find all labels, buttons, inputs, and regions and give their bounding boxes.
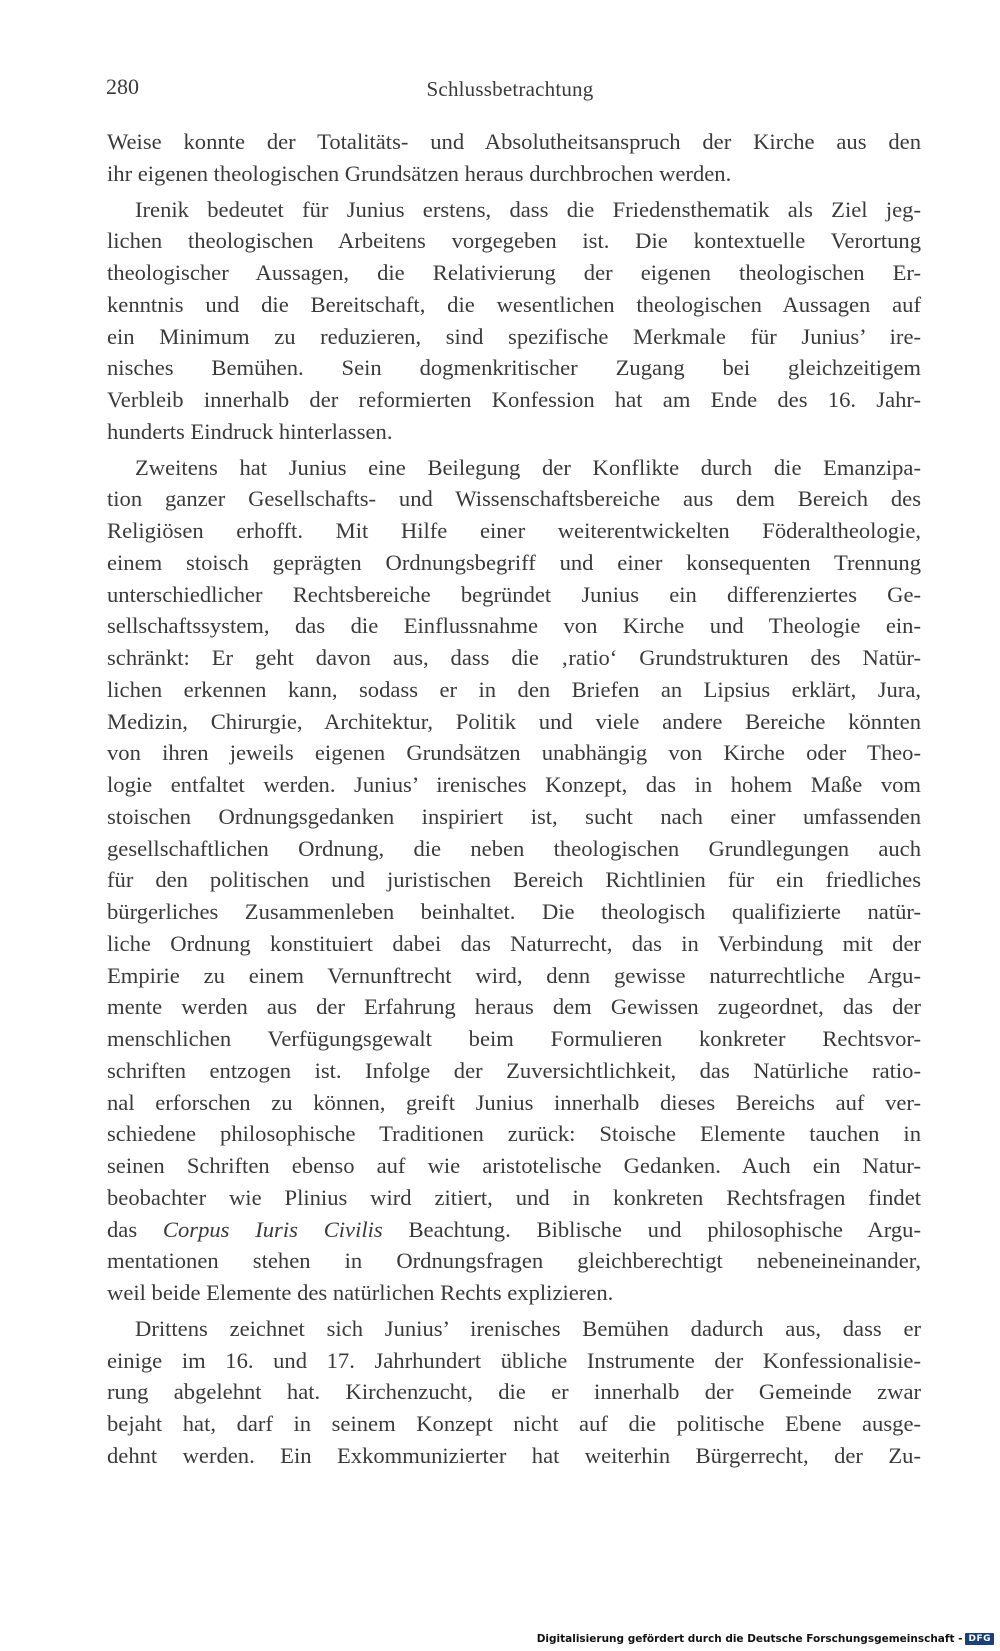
text-line: bejaht hat, darf in seinem Konzept nicht auf die politische Ebene ausge- xyxy=(107,1411,921,1436)
text-line: liche Ordnung konstituiert dabei das Naturrecht, das in Verbindung mit der xyxy=(107,930,921,956)
italic-title: Corpus Iuris Civilis xyxy=(162,1216,383,1242)
text-line: weil beide Elemente des natürlichen Rechts explizieren. xyxy=(107,1280,614,1305)
text-line: Irenik bedeutet für Junius erstens, dass die Friedensthematik als Ziel jeg- xyxy=(135,196,921,222)
text-line: Verbleib innerhalb der reformierten Konfession hat am Ende des 16. Jahr- xyxy=(107,387,921,412)
text-line: Religiösen erhofft. Mit Hilfe einer weiterentwickelten Föderaltheologie, xyxy=(107,518,921,543)
text-line: mentationen stehen in Ordnungsfragen gleichberechtigt nebeneineinander, xyxy=(107,1248,921,1274)
text-line: Drittens zeichnet sich Junius’ irenisches Bemühen dadurch aus, dass er xyxy=(135,1315,921,1341)
text-line: schriften entzogen ist. Infolge der Zuversichtlichkeit, das Natürliche ratio- xyxy=(107,1057,921,1083)
text-line: lichen theologischen Arbeitens vorgegeben ist. Die kontextuelle Verortung xyxy=(107,228,921,254)
text-line: gesellschaftlichen Ordnung, die neben theologischen Grundlegungen auch xyxy=(107,835,921,861)
text-line: schränkt: Er geht davon aus, dass die ‚ratio‘ Grundstrukturen des Natür- xyxy=(107,645,921,670)
digitization-credit xyxy=(537,1633,994,1645)
text-line: Empirie zu einem Vernunftrecht wird, denn gewisse naturrechtliche Argu- xyxy=(107,962,921,988)
text-line: nisches Bemühen. Sein dogmenkritischer Zugang bei gleichzeitigem xyxy=(107,355,921,381)
text-line: lichen erkennen kann, sodass er in den Briefen an Lipsius erklärt, Jura, xyxy=(107,676,921,702)
text-line: Zweitens hat Junius eine Beilegung der Konflikte durch die Emanzipa- xyxy=(135,454,921,480)
text-line: menschlichen Verfügungsgewalt beim Formulieren konkreter Rechtsvor- xyxy=(107,1026,921,1051)
dfg-logo-icon: DFG xyxy=(965,1633,994,1645)
text-line: schiedene philosophische Traditionen zurück: Stoische Elemente tauchen in xyxy=(107,1121,921,1147)
text-line: bürgerliches Zusammenleben beinhaltet. Die theologisch qualifizierte natür- xyxy=(107,899,921,924)
paragraph xyxy=(107,194,921,448)
text-line: nal erforschen zu können, greift Junius innerhalb dieses Bereichs auf ver- xyxy=(107,1089,921,1115)
text-line: dehnt werden. Ein Exkommunizierter hat weiterhin Bürgerrecht, der Zu- xyxy=(107,1442,921,1468)
text-line: beobachter wie Plinius wird zitiert, und in konkreten Rechtsfragen findet xyxy=(107,1184,921,1210)
text-segment: Beachtung. Biblische und philosophische Argu- xyxy=(382,1216,921,1242)
text-line: ein Minimum zu reduzieren, sind spezifische Merkmale für Junius’ ire- xyxy=(107,323,921,349)
text-line xyxy=(107,1214,921,1246)
credit-text: Digitalisierung gefördert durch die Deutsche Forschungsgemeinschaft - xyxy=(536,1633,963,1645)
text-line: einige im 16. und 17. Jahrhundert übliche Instrumente der Konfessionalisie- xyxy=(107,1347,921,1373)
text-line: unterschiedlicher Rechtsbereiche begründet Junius ein differenziertes Ge- xyxy=(107,581,921,607)
text-line: hunderts Eindruck hinterlassen. xyxy=(107,418,393,444)
text-line: logie entfaltet werden. Junius’ irenisches Konzept, das in hohem Maße vom xyxy=(107,772,921,797)
text-line: seinen Schriften ebenso auf wie aristotelische Gedanken. Auch ein Natur- xyxy=(107,1153,921,1178)
text-line: stoischen Ordnungsgedanken inspiriert ist, sucht nach einer umfassenden xyxy=(107,803,921,829)
text-line: rung abgelehnt hat. Kirchenzucht, die er innerhalb der Gemeinde zwar xyxy=(107,1379,921,1405)
text-line: kenntnis und die Bereitschaft, die wesentlichen theologischen Aussagen auf xyxy=(107,291,921,317)
paragraph xyxy=(107,452,921,1309)
text-line: Medizin, Chirurgie, Architektur, Politik und viele andere Bereiche könnten xyxy=(107,708,921,734)
text-line: theologischer Aussagen, die Relativierung der eigenen theologischen Er- xyxy=(107,260,921,285)
page-number: 280 xyxy=(106,74,139,99)
body-text xyxy=(107,126,921,1472)
text-line: Weise konnte der Totalitäts- und Absolutheitsanspruch der Kirche aus den xyxy=(107,129,921,154)
running-head: Schlussbetrachtung xyxy=(426,77,594,101)
text-line: einem stoisch geprägten Ordnungsbegriff und einer konsequenten Trennung xyxy=(107,549,921,575)
text-line: von ihren jeweils eigenen Grundsätzen unabhängig von Kirche oder Theo- xyxy=(107,740,921,766)
text-line: sellschaftssystem, das die Einflussnahme von Kirche und Theologie ein- xyxy=(107,613,921,639)
paragraph xyxy=(107,126,921,190)
text-line: für den politischen und juristischen Bereich Richtlinien für ein friedliches xyxy=(107,867,921,893)
text-line: ihr eigenen theologischen Grundsätzen heraus durchbrochen werden. xyxy=(107,160,732,186)
text-segment: das xyxy=(107,1216,163,1242)
text-line: tion ganzer Gesellschafts- und Wissenschaftsbereiche aus dem Bereich des xyxy=(107,486,921,512)
paragraph xyxy=(107,1313,921,1472)
text-line: mente werden aus der Erfahrung heraus dem Gewissen zugeordnet, das der xyxy=(107,994,921,1020)
